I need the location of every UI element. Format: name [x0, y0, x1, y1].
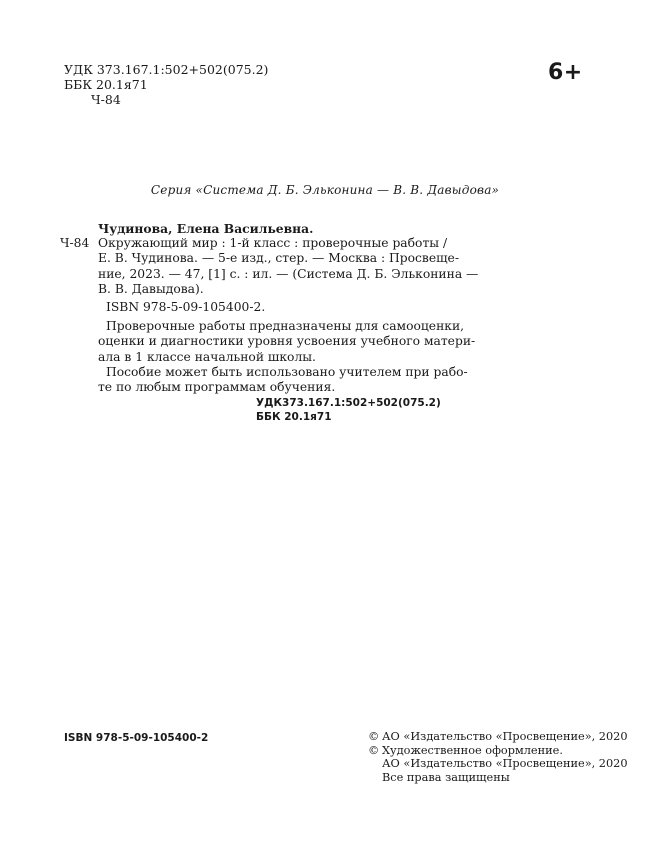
card-classification [256, 397, 441, 424]
annotation-line: ала в 1 классе начальной школы. [98, 349, 316, 364]
copyright-line-1 [368, 730, 628, 744]
copyright-block [368, 730, 628, 784]
copyright-line-3: АО «Издательство «Просвещение», 2020 [382, 757, 628, 771]
udk-code: УДК 373.167.1:502+502(075.2) [64, 62, 269, 77]
card-description [60, 236, 479, 297]
copyright-line-2 [368, 744, 628, 758]
copyright-icon: © [368, 743, 380, 757]
age-rating: 6+ [548, 60, 583, 85]
bbk-code: ББК 20.1я71 [64, 77, 148, 92]
card-description-line: ние, 2023. — 47, [1] с. : ил. — (Система Д. Б. Эльконина — [98, 266, 479, 281]
copyright-icon: © [368, 730, 380, 743]
bottom-isbn: ISBN 978-5-09-105400-2 [64, 732, 209, 744]
card-author: Чудинова, Елена Васильевна. [98, 221, 314, 236]
copyright-line-4: Все права защищены [382, 770, 510, 784]
card-udk: УДК373.167.1:502+502(075.2) [256, 397, 441, 410]
series-title: Серия «Система Д. Б. Эльконина — В. В. Давыдова» [150, 183, 500, 197]
udk-header [64, 62, 268, 107]
copyright-text: Художественное оформление. [382, 743, 563, 757]
annotation-line: Пособие может быть использовано учителем при рабо- [106, 364, 468, 379]
card-description-line: Е. В. Чудинова. — 5-е изд., стер. — Москва : Просвеще- [98, 251, 459, 266]
annotation-line: те по любым программам обучения. [98, 380, 336, 395]
annotation-line: Проверочные работы предназначены для самооценки, [106, 319, 465, 334]
author-mark: Ч-84 [91, 92, 121, 107]
card-isbn: ISBN 978-5-09-105400-2. [106, 300, 266, 315]
catalog-card [60, 221, 479, 424]
copyright-text: АО «Издательство «Просвещение», 2020 [382, 730, 628, 743]
card-bbk: ББК 20.1я71 [256, 410, 332, 423]
card-description-line: В. В. Давыдова). [98, 281, 204, 296]
card-annotation [60, 319, 476, 395]
card-description-line: Окружающий мир : 1-й класс : проверочные работы / [98, 236, 448, 251]
annotation-line: оценки и диагностики уровня усвоения учебного матери- [98, 334, 476, 349]
card-author-mark: Ч-84 [60, 236, 90, 251]
